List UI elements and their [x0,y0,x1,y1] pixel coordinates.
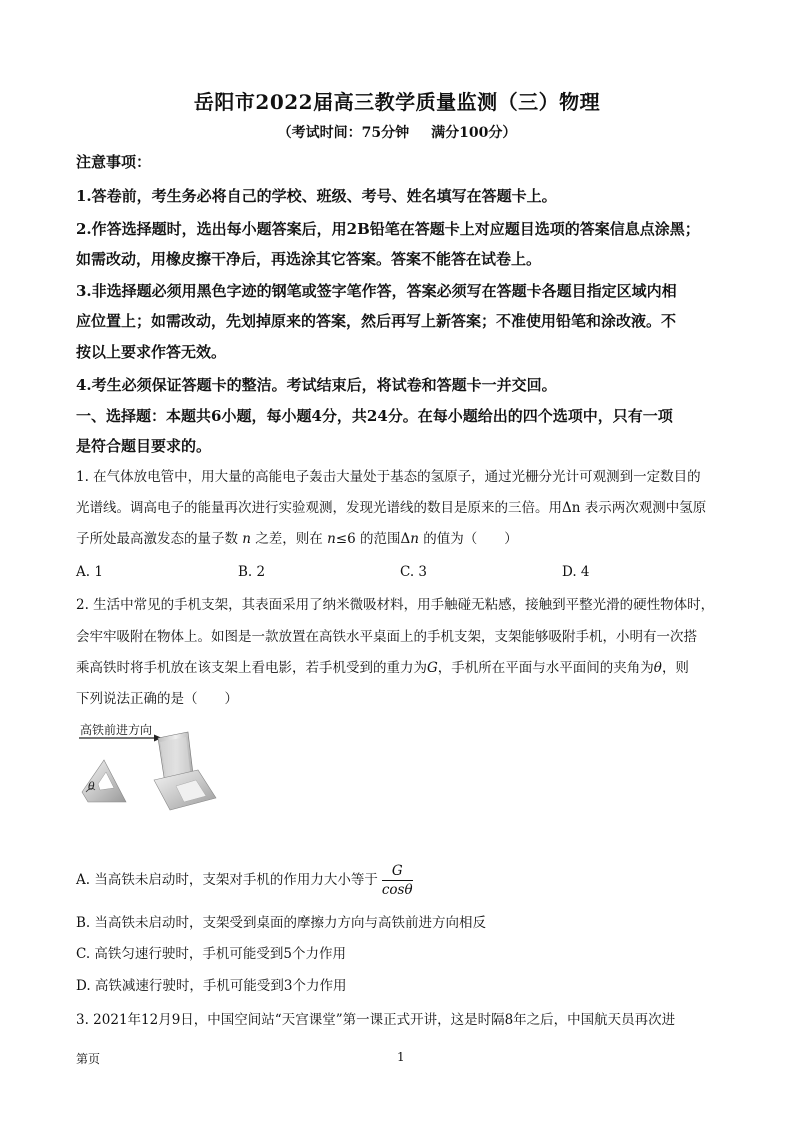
q1-text: 之差，则在 [251,531,328,547]
exam-score: 满分100分） [431,125,517,141]
q2-line3 [76,659,726,677]
q2-text: ，则 [661,660,689,676]
q3-line1: 3. 2021年12月9日，中国空间站“天宫课堂”第一课正式开讲，这是时隔8年之后，中国航天员再次进 [76,1012,676,1028]
q1-option-c: C. 3 [400,564,428,580]
exam-time: （考试时间：75分钟 [277,125,410,141]
q2-text: ，手机所在平面与水平面间的夹角为 [437,660,654,676]
note-3c: 按以上要求作答无效。 [76,343,227,361]
fraction-denominator: cosθ [381,881,413,898]
q2-option-a [76,860,726,900]
q2-var-g: G [427,660,438,676]
phone-stand-figure [74,718,224,818]
note-3b: 应位置上；如需改动，先划掉原来的答案，然后再写上新答案；不准使用铅笔和涂改液。不 [76,312,677,330]
q1-text: ≤6 的范围Δ [335,531,411,547]
q2-line4: 下列说法正确的是（ ） [76,691,238,707]
q1-option-a: A. 1 [76,564,103,580]
q1-line3 [76,530,726,548]
q1-option-b: B. 2 [238,564,266,580]
q2-line2: 会牢牢吸附在物体上。如图是一款放置在高铁水平桌面上的手机支架，支架能够吸附手机，小明有一次搭 [76,629,697,645]
note-1: 1.答卷前，考生务必将自己的学校、班级、考号、姓名填写在答题卡上。 [76,187,557,205]
train-direction-label: 高铁前进方向 [80,723,153,737]
footer-page-number: 1 [397,1050,405,1064]
q1-text: 子所处最高激发态的量子数 [76,531,243,547]
q1-var-n: n [327,531,336,547]
q2-line1: 2. 生活中常见的手机支架，其表面采用了纳米微吸材料，用手触碰无粘感，接触到平整光滑的硬性物体时， [76,597,715,613]
page-title: 岳阳市2022届高三教学质量监测（三）物理 [193,90,601,114]
fraction-g-over-cos-theta [382,862,413,899]
note-2a: 2.作答选择题时，选出每小题答案后，用2B铅笔在答题卡上对应题目选项的答案信息点涂黑； [76,220,700,238]
angle-theta-label: θ [88,780,95,793]
exam-info [0,122,794,142]
q2-text: 乘高铁时将手机放在该支架上看电影，若手机受到的重力为 [76,660,427,676]
note-4: 4.考生必须保证答题卡的整洁。考试结束后，将试卷和答题卡一并交回。 [76,376,557,394]
q2-option-a-text: A. 当高铁未启动时，支架对手机的作用力大小等于 [76,872,378,888]
notes-heading: 注意事项： [76,153,152,171]
q2-option-d: D. 高铁减速行驶时，手机可能受到3个力作用 [76,978,347,994]
q1-var-n: n [410,531,419,547]
note-3a: 3.非选择题必须用黑色字迹的钢笔或签字笔作答，答案必须写在答题卡各题目指定区域内相 [76,282,677,300]
section1-line1: 一、选择题：本题共6小题，每小题4分，共24分。在每小题给出的四个选项中，只有一项 [76,407,673,425]
q1-line1: 1. 在气体放电管中，用大量的高能电子轰击大量处于基态的氢原子，通过光栅分光计可观测到一定数目的 [76,469,701,485]
q1-option-d: D. 4 [562,564,590,580]
q2-option-c: C. 高铁匀速行驶时，手机可能受到5个力作用 [76,946,347,962]
q1-var-n: n [242,531,251,547]
fraction-numerator: G [382,862,413,881]
q2-option-b: B. 当高铁未启动时，支架受到桌面的摩擦力方向与高铁前进方向相反 [76,915,487,931]
q1-text: 的值为（ ） [418,531,518,547]
note-2b: 如需改动，用橡皮擦干净后，再选涂其它答案。答案不能答在试卷上。 [76,250,542,268]
footer-page-label: 第页 [76,1052,101,1066]
section1-line2: 是符合题目要求的。 [76,437,212,455]
q2-var-theta: θ [653,660,662,676]
q1-line2: 光谱线。调高电子的能量再次进行实验观测，发现光谱线的数目是原来的三倍。用Δn 表示两次观测中氢原 [76,500,707,516]
